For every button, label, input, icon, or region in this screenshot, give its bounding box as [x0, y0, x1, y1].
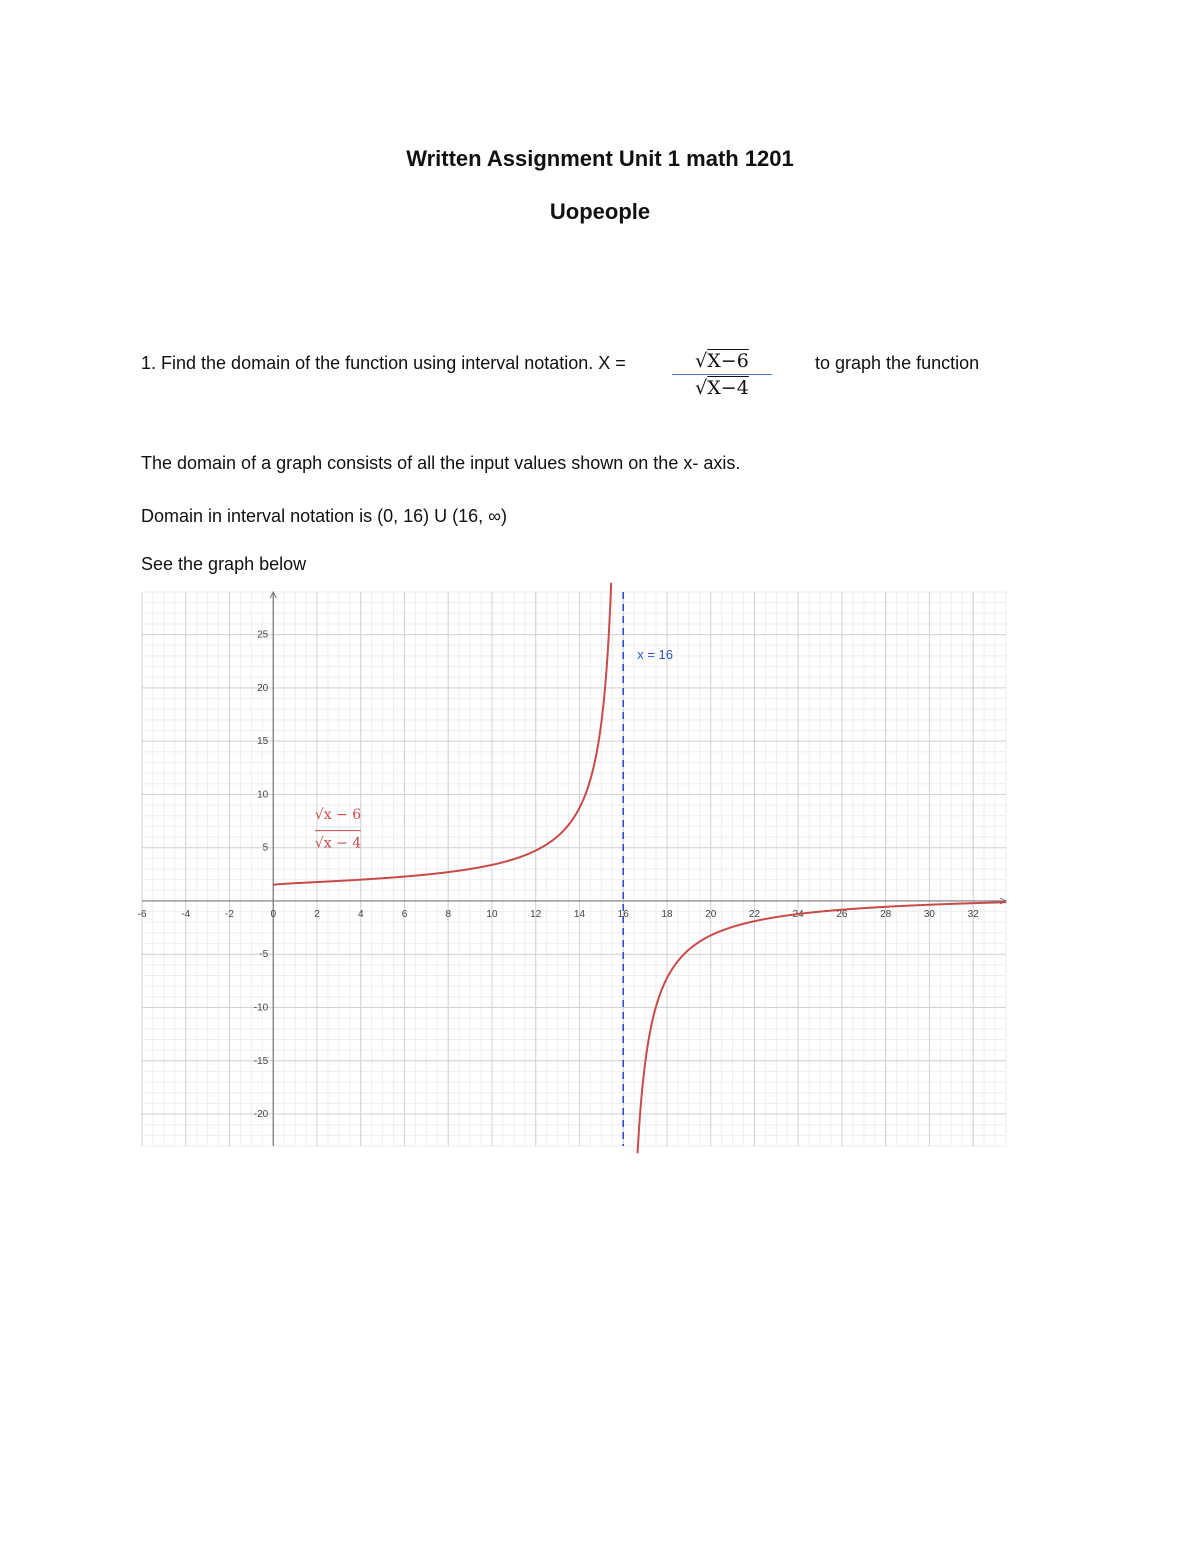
x-tick-label: 8 [445, 908, 452, 920]
x-tick-label: -4 [181, 908, 191, 920]
y-tick-label: -15 [253, 1055, 269, 1067]
y-tick-label: 5 [262, 842, 269, 854]
function-graph [137, 592, 1006, 1146]
x-tick-label: 14 [573, 908, 586, 920]
y-tick-label: 25 [257, 629, 269, 641]
sqrt-icon: √ [695, 350, 708, 372]
x-tick-label: 26 [836, 908, 848, 920]
x-tick-label: 0 [270, 908, 277, 920]
question-text: 1. Find the domain of the function using interval notation. X = [141, 353, 626, 373]
domain-definition: The domain of a graph consists of all the input values shown on the x- axis. [141, 453, 741, 473]
function-fraction [672, 350, 772, 399]
sqrt-icon: √ [695, 377, 708, 399]
y-tick-label: 10 [257, 789, 269, 801]
x-tick-label: -2 [225, 908, 234, 920]
function-label-numerator: √x − 6 [314, 806, 362, 823]
graph-svg [137, 592, 1006, 1146]
asymptote-label: x = 16 [637, 647, 673, 663]
y-tick-label: 15 [257, 736, 269, 748]
fraction-numerator: √X−6 [672, 350, 772, 375]
x-tick-label: 30 [923, 908, 936, 920]
function-curve-right [638, 902, 1006, 1153]
y-tick-label: -10 [253, 1002, 269, 1014]
domain-answer: Domain in interval notation is (0, 16) U (16, ∞) [141, 506, 507, 526]
function-label [315, 807, 361, 852]
x-tick-label: 10 [486, 908, 498, 920]
x-tick-label: 6 [401, 908, 408, 920]
y-tick-label: -5 [259, 949, 269, 961]
x-tick-label: 32 [967, 908, 979, 920]
y-tick-label: -20 [253, 1109, 269, 1121]
x-tick-label: -6 [137, 908, 147, 920]
function-label-denominator: √x − 4 [314, 835, 362, 852]
minor-grid [142, 592, 1006, 1146]
x-tick-label: 20 [705, 908, 717, 920]
x-tick-label: 16 [617, 908, 629, 920]
x-tick-label: 2 [314, 908, 320, 920]
question-tail: to graph the function [815, 353, 980, 373]
x-tick-label: 28 [880, 908, 892, 920]
document-subtitle: Uopeople [549, 199, 651, 224]
see-graph-text: See the graph below [141, 554, 307, 574]
x-tick-label: 24 [792, 908, 804, 920]
y-tick-label: 20 [257, 682, 269, 694]
x-tick-label: 12 [530, 908, 542, 920]
document-title: Written Assignment Unit 1 math 1201 [406, 146, 794, 171]
x-tick-label: 4 [357, 908, 364, 920]
x-tick-label: 22 [748, 908, 761, 920]
fraction-denominator: √X−4 [695, 377, 749, 399]
x-tick-label: 18 [661, 908, 673, 920]
